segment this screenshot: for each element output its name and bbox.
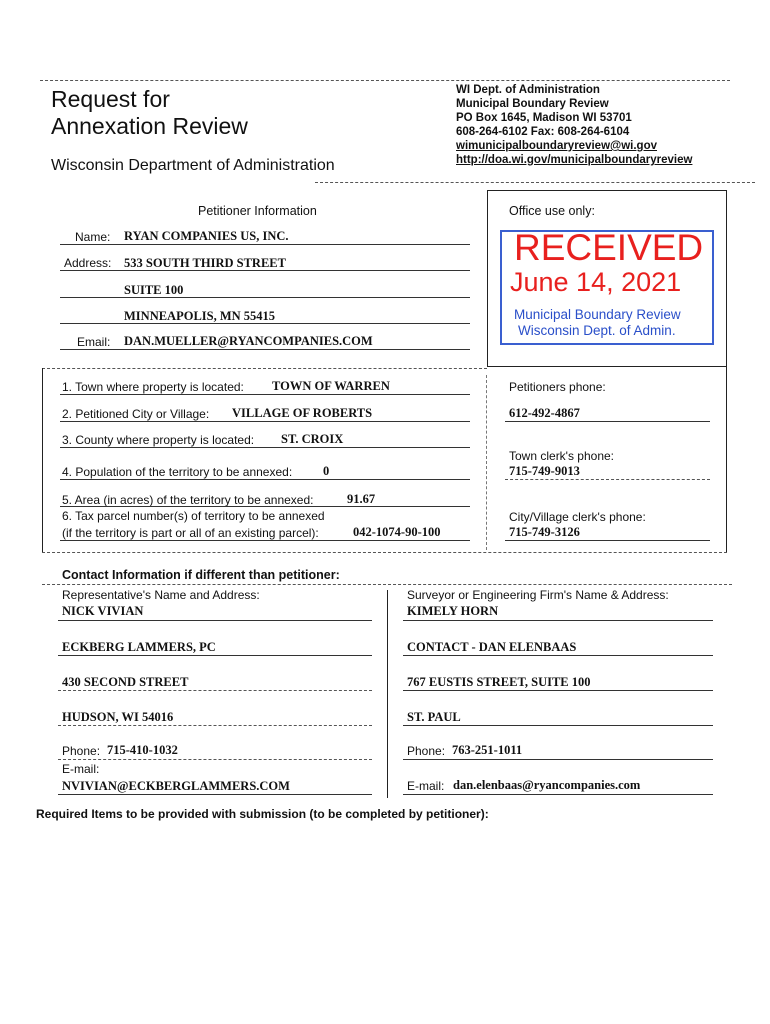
form-subtitle: Wisconsin Department of Administration	[51, 157, 335, 174]
contact-top-rule	[42, 584, 732, 585]
q1-value[interactable]: TOWN OF WARREN	[272, 379, 390, 393]
contact-heading: Contact Information if different than petitioner:	[62, 568, 340, 582]
town-clerk-label: Town clerk's phone:	[509, 449, 615, 463]
email-label: Email:	[77, 335, 111, 349]
surveyor-phone-underline	[403, 759, 713, 760]
surveyor-city[interactable]: ST. PAUL	[407, 710, 461, 724]
name-value[interactable]: RYAN COMPANIES US, INC.	[124, 229, 289, 243]
address-line1[interactable]: 533 SOUTH THIRD STREET	[124, 256, 286, 270]
surveyor-email-label: E-mail:	[407, 779, 445, 793]
q6-label-line1: 6. Tax parcel number(s) of territory to be annexed	[62, 509, 325, 523]
city-clerk-underline	[505, 540, 710, 541]
surveyor-line4-underline	[403, 725, 713, 726]
surveyor-line2-underline	[403, 655, 713, 656]
name-underline	[60, 244, 470, 245]
rep-label: Representative's Name and Address:	[62, 588, 260, 602]
agency-phone-fax: 608-264-6102 Fax: 608-264-6104	[456, 126, 630, 138]
surveyor-name[interactable]: KIMELY HORN	[407, 604, 499, 618]
q4-value[interactable]: 0	[323, 464, 330, 478]
property-bottom-rule	[42, 552, 727, 553]
header-top-rule	[40, 80, 730, 81]
surveyor-email-underline	[403, 794, 713, 795]
agency-address: PO Box 1645, Madison WI 53701	[456, 112, 632, 124]
q1-underline	[60, 394, 470, 395]
q5-underline	[60, 506, 470, 507]
property-divider	[486, 375, 487, 550]
email-value[interactable]: DAN.MUELLER@RYANCOMPANIES.COM	[124, 334, 373, 348]
name-label: Name:	[75, 230, 111, 244]
address-line2-underline	[60, 297, 470, 298]
surveyor-line1-underline	[403, 620, 713, 621]
petitioner-section-label: Petitioner Information	[198, 204, 317, 218]
address-line2[interactable]: SUITE 100	[124, 283, 184, 297]
form-title-line2: Annexation Review	[51, 113, 248, 139]
address-line3[interactable]: MINNEAPOLIS, MN 55415	[124, 309, 276, 323]
city-clerk-label: City/Village clerk's phone:	[509, 510, 646, 524]
q6-value[interactable]: 042-1074-90-100	[353, 525, 441, 539]
q3-value[interactable]: ST. CROIX	[281, 432, 344, 446]
agency-website-link[interactable]: http://doa.wi.gov/municipalboundaryreview	[456, 154, 693, 166]
surveyor-label: Surveyor or Engineering Firm's Name & Address:	[407, 588, 669, 602]
rep-phone[interactable]: 715-410-1032	[107, 743, 178, 757]
q6-label-line2: (if the territory is part or all of an existing parcel):	[62, 526, 319, 540]
stamp-line1: Municipal Boundary Review	[514, 307, 681, 322]
q2-label: 2. Petitioned City or Village:	[62, 407, 210, 421]
address-label: Address:	[64, 256, 112, 270]
required-items-heading: Required Items to be provided with submission (to be completed by petitioner):	[36, 807, 489, 821]
property-top-rule	[42, 368, 487, 369]
stamp-received-text: RECEIVED	[514, 227, 704, 268]
q4-label: 4. Population of the territory to be annexed:	[62, 465, 293, 479]
address-line1-underline	[60, 270, 470, 271]
rep-phone-underline	[58, 759, 372, 760]
form-title-line1: Request for	[51, 86, 170, 112]
rep-firm[interactable]: ECKBERG LAMMERS, PC	[62, 640, 216, 654]
petitioner-phone-value[interactable]: 612-492-4867	[509, 406, 580, 420]
contact-divider	[387, 590, 388, 798]
q5-label: 5. Area (in acres) of the territory to be annexed:	[62, 493, 314, 507]
office-use-label: Office use only:	[509, 204, 595, 218]
rep-phone-label: Phone:	[62, 744, 101, 758]
rep-line4-underline	[58, 725, 372, 726]
surveyor-phone-label: Phone:	[407, 744, 446, 758]
town-clerk-underline	[505, 479, 710, 480]
rep-street[interactable]: 430 SECOND STREET	[62, 675, 189, 689]
q4-underline	[60, 479, 470, 480]
rep-line2-underline	[58, 655, 372, 656]
surveyor-line3-underline	[403, 690, 713, 691]
agency-division: Municipal Boundary Review	[456, 98, 609, 110]
address-line3-underline	[60, 323, 470, 324]
agency-email-link[interactable]: wimunicipalboundaryreview@wi.gov	[456, 140, 658, 152]
email-underline	[60, 349, 470, 350]
q5-value[interactable]: 91.67	[347, 492, 376, 506]
rep-name[interactable]: NICK VIVIAN	[62, 604, 144, 618]
q2-value[interactable]: VILLAGE OF ROBERTS	[232, 406, 373, 420]
q3-label: 3. County where property is located:	[62, 433, 255, 447]
q3-underline	[60, 447, 470, 448]
rep-email-underline	[58, 794, 372, 795]
rep-email[interactable]: NVIVIAN@ECKBERGLAMMERS.COM	[62, 779, 290, 793]
rep-city[interactable]: HUDSON, WI 54016	[62, 710, 174, 724]
surveyor-street[interactable]: 767 EUSTIS STREET, SUITE 100	[407, 675, 591, 689]
petitioner-phone-underline	[505, 421, 710, 422]
stamp-line2: Wisconsin Dept. of Admin.	[518, 323, 676, 338]
town-clerk-phone[interactable]: 715-749-9013	[509, 464, 580, 478]
rep-line3-underline	[58, 690, 372, 691]
surveyor-phone[interactable]: 763-251-1011	[452, 743, 523, 757]
rep-line1-underline	[58, 620, 372, 621]
property-left-border	[42, 368, 43, 552]
q6-underline	[60, 540, 470, 541]
q1-label: 1. Town where property is located:	[62, 380, 244, 394]
header-bottom-rule	[315, 182, 755, 183]
surveyor-contact[interactable]: CONTACT - DAN ELENBAAS	[407, 640, 577, 654]
q2-underline	[60, 421, 470, 422]
agency-name: WI Dept. of Administration	[456, 84, 600, 96]
property-right-border	[726, 367, 727, 552]
rep-email-label: E-mail:	[62, 762, 100, 776]
city-clerk-phone[interactable]: 715-749-3126	[509, 525, 580, 539]
petitioner-phone-label: Petitioners phone:	[509, 380, 606, 394]
surveyor-email[interactable]: dan.elenbaas@ryancompanies.com	[453, 778, 641, 792]
stamp-date: June 14, 2021	[510, 267, 682, 297]
